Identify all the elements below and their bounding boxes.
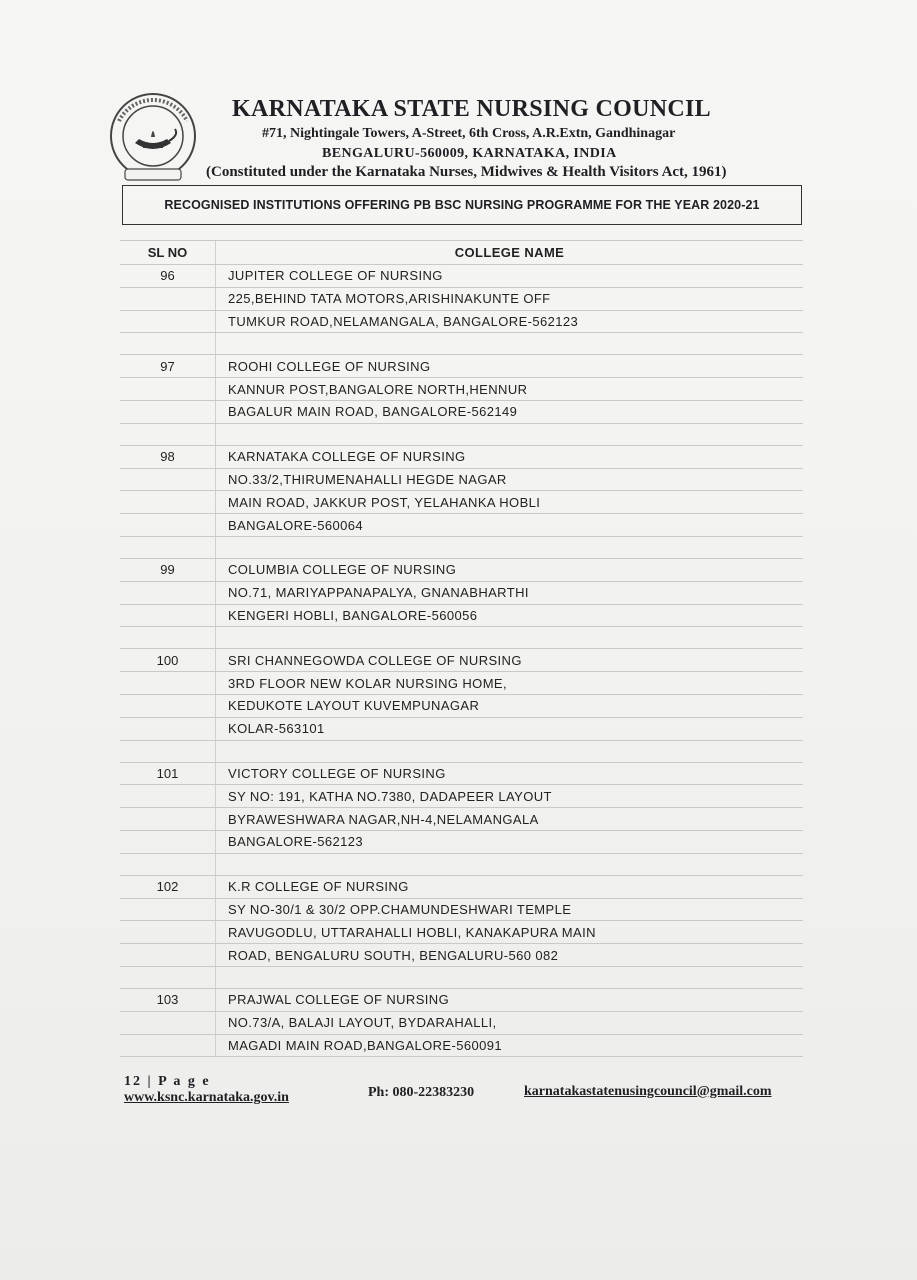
table-row (120, 1012, 803, 1035)
sl-no-cell (120, 672, 216, 694)
table-row (120, 559, 803, 582)
college-address-cell: SY NO: 191, KATHA NO.7380, DADAPEER LAYOUT (228, 788, 552, 804)
table-row (120, 672, 803, 695)
spacer-cell (120, 741, 216, 762)
table-row (120, 491, 803, 514)
sl-no-cell (120, 311, 216, 333)
table-row (120, 311, 803, 334)
college-name-cell: JUPITER COLLEGE OF NURSING (228, 268, 443, 284)
sl-no-cell: 100 (120, 649, 216, 671)
sl-no-cell (120, 899, 216, 921)
page-number: 12 | P a g e (124, 1074, 211, 1089)
header-sl-no: SL NO (120, 241, 216, 264)
table-row (120, 605, 803, 628)
sl-no-cell (120, 808, 216, 830)
college-address-cell: BAGALUR MAIN ROAD, BANGALORE-562149 (228, 404, 518, 420)
sl-no-cell (120, 695, 216, 717)
college-address-cell: MAIN ROAD, JAKKUR POST, YELAHANKA HOBLI (228, 494, 541, 510)
table-row (120, 469, 803, 492)
sl-no-cell: 98 (120, 446, 216, 468)
spacer-row (120, 627, 803, 649)
college-address-cell: TUMKUR ROAD,NELAMANGALA, BANGALORE-562123 (228, 313, 579, 329)
table-row (120, 921, 803, 944)
table-row (120, 1035, 803, 1058)
header-college-name: COLLEGE NAME (454, 245, 565, 260)
college-name-cell: ROOHI COLLEGE OF NURSING (228, 358, 431, 374)
council-title: KARNATAKA STATE NURSING COUNCIL (232, 96, 711, 122)
address-line-2: BENGALURU-560009, KARNATAKA, INDIA (322, 146, 617, 161)
spacer-cell (120, 627, 216, 648)
sl-no-cell (120, 944, 216, 966)
college-address-cell: SY NO-30/1 & 30/2 OPP.CHAMUNDESHWARI TEMPLE (228, 901, 572, 917)
council-seal-icon (105, 91, 201, 183)
sl-no-cell (120, 378, 216, 400)
spacer-row (120, 333, 803, 355)
table-row (120, 831, 803, 854)
table-row (120, 446, 803, 469)
spacer-cell (120, 424, 216, 445)
table-row (120, 288, 803, 311)
sl-no-cell (120, 288, 216, 310)
sl-no-cell (120, 605, 216, 627)
sl-no-cell: 102 (120, 876, 216, 898)
college-address-cell: BYRAWESHWARA NAGAR,NH-4,NELAMANGALA (228, 811, 539, 827)
table-row (120, 695, 803, 718)
table-row (120, 355, 803, 378)
college-address-cell: BANGALORE-560064 (228, 517, 364, 533)
table-row (120, 876, 803, 899)
sl-no-cell: 97 (120, 355, 216, 377)
sl-no-cell: 103 (120, 989, 216, 1011)
sl-no-cell (120, 785, 216, 807)
college-name-cell: COLUMBIA COLLEGE OF NURSING (228, 562, 457, 578)
college-address-cell: KEDUKOTE LAYOUT KUVEMPUNAGAR (228, 698, 480, 714)
sl-no-cell: 96 (120, 265, 216, 287)
table-row (120, 808, 803, 831)
spacer-cell (120, 333, 216, 354)
website-link[interactable]: www.ksnc.karnataka.gov.in (124, 1090, 289, 1105)
table-row (120, 582, 803, 605)
spacer-row (120, 537, 803, 559)
address-line-3: (Constituted under the Karnataka Nurses, Midwives & Health Visitors Act, 1961) (206, 164, 727, 180)
table-row (120, 763, 803, 786)
table-row (120, 514, 803, 537)
college-name-cell: VICTORY COLLEGE OF NURSING (228, 765, 446, 781)
spacer-row (120, 741, 803, 763)
spacer-row (120, 424, 803, 446)
address-line-1: #71, Nightingale Towers, A-Street, 6th Cross, A.R.Extn, Gandhinagar (262, 126, 676, 141)
table-row (120, 649, 803, 672)
table-row (120, 899, 803, 922)
table-row (120, 785, 803, 808)
college-address-cell: NO.33/2,THIRUMENAHALLI HEGDE NAGAR (228, 471, 507, 487)
sl-no-cell (120, 921, 216, 943)
table-header-row (120, 240, 803, 265)
document-banner: RECOGNISED INSTITUTIONS OFFERING PB BSC NURSING PROGRAMME FOR THE YEAR 2020-21 (122, 185, 802, 225)
college-address-cell: NO.73/A, BALAJI LAYOUT, BYDARAHALLI, (228, 1015, 497, 1031)
sl-no-cell (120, 491, 216, 513)
college-address-cell: 3RD FLOOR NEW KOLAR NURSING HOME, (228, 675, 508, 691)
college-address-cell: KOLAR-563101 (228, 721, 325, 737)
sl-no-cell (120, 831, 216, 853)
college-address-cell: RAVUGODLU, UTTARAHALLI HOBLI, KANAKAPURA MAIN (228, 924, 596, 940)
sl-no-cell: 99 (120, 559, 216, 581)
sl-no-cell (120, 582, 216, 604)
college-name-cell: PRAJWAL COLLEGE OF NURSING (228, 992, 450, 1008)
table-row (120, 378, 803, 401)
email-link[interactable]: karnatakastatenusingcouncil@gmail.com (524, 1084, 772, 1099)
college-name-cell: KARNATAKA COLLEGE OF NURSING (228, 449, 466, 465)
table-row (120, 401, 803, 424)
spacer-cell (120, 854, 216, 875)
sl-no-cell (120, 514, 216, 536)
sl-no-cell (120, 401, 216, 423)
sl-no-cell (120, 1035, 216, 1057)
table-row (120, 718, 803, 741)
spacer-cell (120, 967, 216, 988)
institutions-table (120, 240, 803, 1057)
spacer-row (120, 967, 803, 989)
college-address-cell: BANGALORE-562123 (228, 834, 364, 850)
college-address-cell: KENGERI HOBLI, BANGALORE-560056 (228, 607, 478, 623)
spacer-cell (120, 537, 216, 558)
college-name-cell: SRI CHANNEGOWDA COLLEGE OF NURSING (228, 652, 522, 668)
college-address-cell: KANNUR POST,BANGALORE NORTH,HENNUR (228, 381, 528, 397)
sl-no-cell (120, 718, 216, 740)
college-address-cell: 225,BEHIND TATA MOTORS,ARISHINAKUNTE OFF (228, 291, 551, 307)
table-row (120, 944, 803, 967)
sl-no-cell: 101 (120, 763, 216, 785)
college-address-cell: ROAD, BENGALURU SOUTH, BENGALURU-560 082 (228, 947, 559, 963)
sl-no-cell (120, 1012, 216, 1034)
sl-no-cell (120, 469, 216, 491)
college-name-cell: K.R COLLEGE OF NURSING (228, 879, 409, 895)
table-row (120, 265, 803, 288)
college-address-cell: MAGADI MAIN ROAD,BANGALORE-560091 (228, 1037, 502, 1053)
college-address-cell: NO.71, MARIYAPPANAPALYA, GNANABHARTHI (228, 585, 529, 601)
phone-number: Ph: 080-22383230 (368, 1085, 475, 1100)
spacer-row (120, 854, 803, 876)
table-row (120, 989, 803, 1012)
